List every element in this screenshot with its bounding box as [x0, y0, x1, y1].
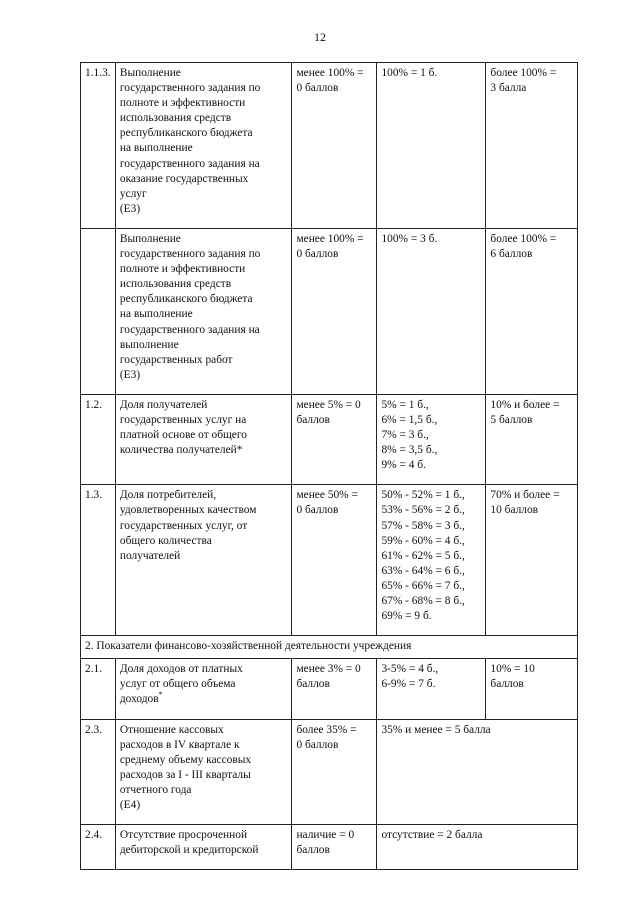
- indicator-name: Выполнение государственного задания по полноте и эффективности использования средств республиканского бюджета на выполнение государственного задания на оказание государственных услуг (Е3): [115, 63, 292, 229]
- table-row: [81, 719, 578, 825]
- criterion-mid: 100% = 3 б.: [377, 228, 486, 394]
- indicator-name: Выполнение государственного задания по полноте и эффективности использования средств республиканского бюджета на выполнение государственного задания на выполнение государственных работ (Е3): [115, 228, 292, 394]
- indicator-name: Доля получателей государственных услуг на платной основе от общего количества получателей*: [115, 394, 292, 484]
- table-row: [81, 394, 578, 484]
- table-row: [81, 485, 578, 636]
- table-row: [81, 63, 578, 229]
- criterion-mid: 3-5% = 4 б., 6-9% = 7 б.: [377, 659, 486, 719]
- indicators-table: [80, 62, 578, 870]
- section-header-row: [81, 636, 578, 659]
- criterion-low: менее 100% = 0 баллов: [292, 63, 377, 229]
- row-number: 2.3.: [81, 719, 116, 825]
- criterion-high: более 100% = 3 балла: [486, 63, 578, 229]
- criterion-low: более 35% = 0 баллов: [292, 719, 377, 825]
- criterion-high: 70% и более = 10 баллов: [486, 485, 578, 636]
- criterion-high: более 100% = 6 баллов: [486, 228, 578, 394]
- table-row: [81, 825, 578, 870]
- row-number: 2.1.: [81, 659, 116, 719]
- criterion-other: отсутствие = 2 балла: [377, 825, 578, 870]
- criterion-low: менее 50% = 0 баллов: [292, 485, 377, 636]
- indicator-name: Доля доходов от платных услуг от общего объема доходов*: [115, 659, 292, 719]
- criterion-mid: 5% = 1 б., 6% = 1,5 б., 7% = 3 б., 8% = 3,5 б., 9% = 4 б.: [377, 394, 486, 484]
- criterion-high: 10% и более = 5 баллов: [486, 394, 578, 484]
- row-number: 2.4.: [81, 825, 116, 870]
- criterion-other: 35% и менее = 5 балла: [377, 719, 578, 825]
- footnote-mark: *: [158, 690, 163, 700]
- criterion-low: наличие = 0 баллов: [292, 825, 377, 870]
- row-number: [81, 228, 116, 394]
- row-number: 1.2.: [81, 394, 116, 484]
- criterion-low: менее 3% = 0 баллов: [292, 659, 377, 719]
- indicator-name: Отношение кассовых расходов в IV квартале к среднему объему кассовых расходов за I - III кварталы отчетного года (Е4): [115, 719, 292, 825]
- criterion-low: менее 100% = 0 баллов: [292, 228, 377, 394]
- criterion-high: 10% = 10 баллов: [486, 659, 578, 719]
- indicator-name: Доля потребителей, удовлетворенных качеством государственных услуг, от общего количества получателей: [115, 485, 292, 636]
- table-row: [81, 659, 578, 719]
- page-number: 12: [314, 30, 326, 44]
- table-row: [81, 228, 578, 394]
- criterion-mid: 100% = 1 б.: [377, 63, 486, 229]
- section-title: 2. Показатели финансово-хозяйственной деятельности учреждения: [81, 636, 578, 659]
- row-number: 1.3.: [81, 485, 116, 636]
- criterion-low: менее 5% = 0 баллов: [292, 394, 377, 484]
- indicator-name: Отсутствие просроченной дебиторской и кредиторской: [115, 825, 292, 870]
- row-number: 1.1.3.: [81, 63, 116, 229]
- criterion-mid: 50% - 52% = 1 б., 53% - 56% = 2 б., 57% - 58% = 3 б., 59% - 60% = 4 б., 61% - 62% = 5 б., 63% - 64% = 6 б., 65% - 66% = 7 б., 67% - 68% = 8 б., 69% = 9 б.: [377, 485, 486, 636]
